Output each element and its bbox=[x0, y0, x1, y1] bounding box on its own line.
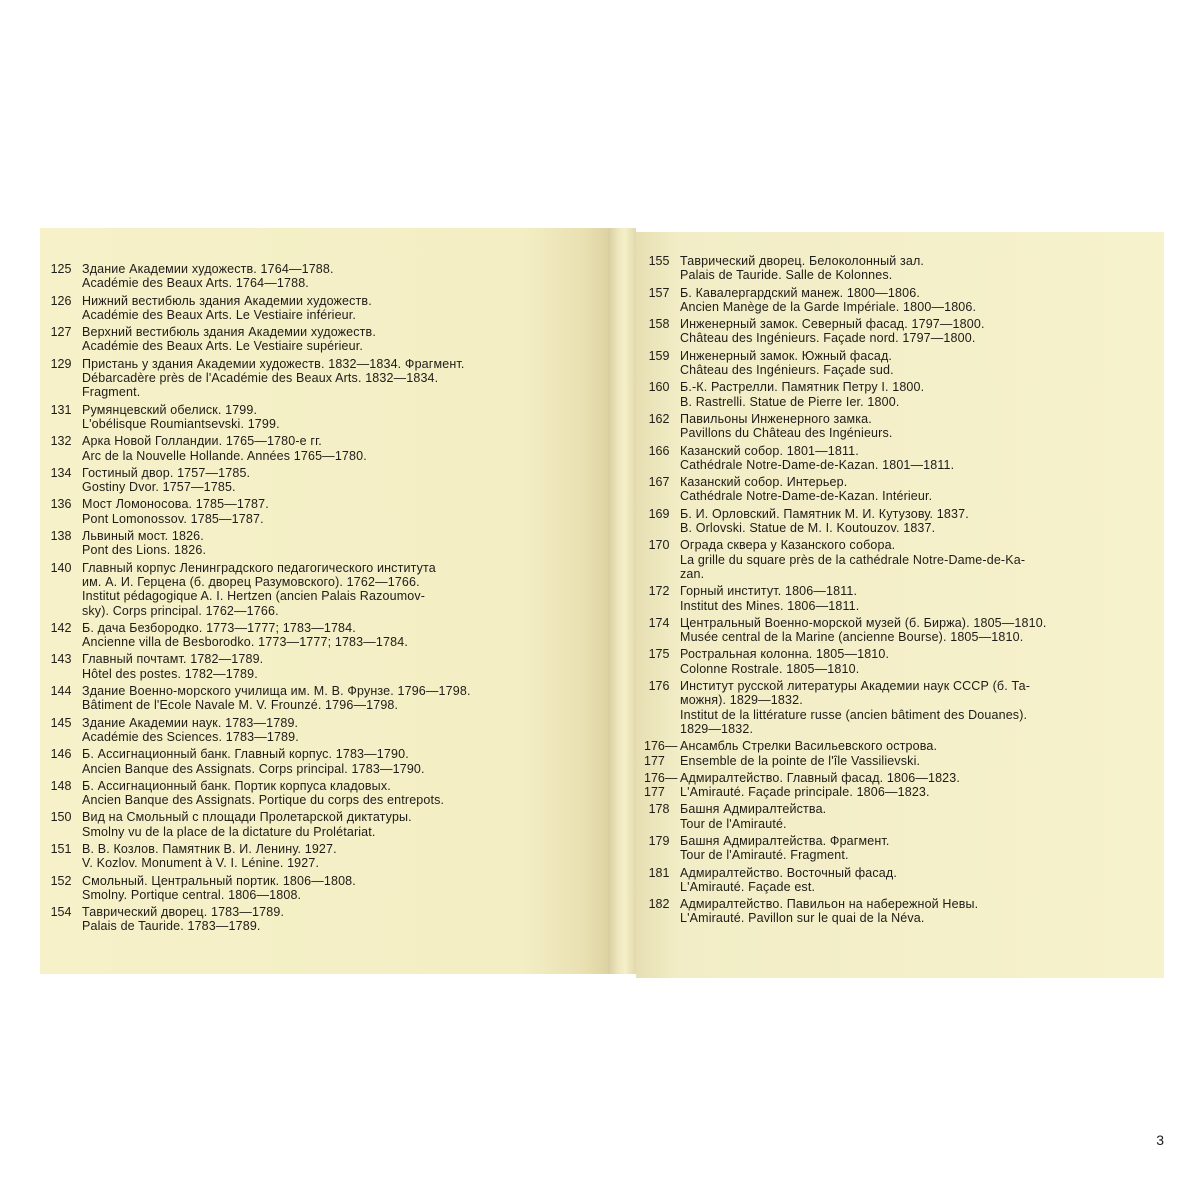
list-item bbox=[636, 647, 1164, 676]
entry-number: 181 bbox=[648, 865, 670, 880]
caption-line: Château des Ingénieurs. Façade nord. 1797—1800. bbox=[680, 331, 976, 346]
entry-caption bbox=[680, 286, 1164, 315]
list-item bbox=[40, 716, 608, 745]
entry-number: 154 bbox=[50, 905, 72, 920]
list-item bbox=[40, 403, 608, 432]
list-item bbox=[636, 834, 1164, 863]
entry-caption bbox=[680, 349, 1164, 378]
caption-line: B. Rastrelli. Statue de Pierre Ier. 1800. bbox=[680, 394, 900, 409]
entry-number: 162 bbox=[648, 411, 670, 426]
caption-line: Fragment. bbox=[82, 385, 141, 400]
caption-line: Адмиралтейство. Восточный фасад. bbox=[680, 865, 897, 880]
entry-caption bbox=[680, 739, 1164, 768]
entry-caption bbox=[680, 866, 1164, 895]
caption-line: Institut de la littérature russe (ancien bâtiment des Douanes). bbox=[680, 707, 1028, 722]
book-gutter bbox=[608, 228, 636, 974]
caption-line: Здание Академии наук. 1783—1789. bbox=[82, 715, 299, 730]
entry-number: 176 bbox=[648, 679, 670, 694]
caption-line: Казанский собор. 1801—1811. bbox=[680, 443, 859, 458]
list-item bbox=[636, 897, 1164, 926]
caption-line: Cathédrale Notre-Dame-de-Kazan. 1801—1811. bbox=[680, 457, 955, 472]
caption-line: Palais de Tauride. 1783—1789. bbox=[82, 919, 261, 934]
caption-line: Башня Адмиралтейства. bbox=[680, 802, 827, 817]
caption-line: Ensemble de la pointe de l'île Vassilievski. bbox=[680, 753, 921, 768]
caption-line: Château des Ingénieurs. Façade sud. bbox=[680, 363, 894, 378]
entry-number: 134 bbox=[50, 465, 72, 480]
entry-number: 159 bbox=[648, 348, 670, 363]
list-item bbox=[40, 466, 608, 495]
caption-line: Ancien Manège de la Garde Impériale. 1800—1806. bbox=[680, 299, 977, 314]
caption-line: Таврический дворец. Белоколонный зал. bbox=[680, 254, 925, 268]
entry-number: 174 bbox=[648, 615, 670, 630]
caption-line: Румянцевский обелиск. 1799. bbox=[82, 402, 258, 417]
entry-caption bbox=[82, 434, 608, 463]
caption-line: В. В. Козлов. Памятник В. И. Ленину. 1927. bbox=[82, 841, 337, 856]
list-item bbox=[636, 444, 1164, 473]
caption-line: Нижний вестибюль здания Академии художеств. bbox=[82, 293, 372, 308]
entry-caption bbox=[82, 684, 608, 713]
list-item bbox=[636, 616, 1164, 645]
caption-line: 1829—1832. bbox=[680, 721, 754, 736]
caption-line: Главный почтамт. 1782—1789. bbox=[82, 652, 264, 667]
caption-line: Вид на Смольный с площади Пролетарской диктатуры. bbox=[82, 810, 412, 825]
entry-number: 129 bbox=[50, 356, 72, 371]
caption-line: им. А. И. Герцена (б. дворец Разумовского). 1762—1766. bbox=[82, 574, 420, 589]
list-item bbox=[40, 874, 608, 903]
caption-line: Gostiny Dvor. 1757—1785. bbox=[82, 480, 236, 495]
entry-number: 146 bbox=[50, 747, 72, 762]
entry-number: 151 bbox=[50, 841, 72, 856]
caption-line: Pont Lomonossov. 1785—1787. bbox=[82, 511, 264, 526]
caption-line: L'Amirauté. Façade principale. 1806—1823. bbox=[680, 785, 930, 800]
entry-number: 142 bbox=[50, 620, 72, 635]
entry-caption bbox=[680, 802, 1164, 831]
caption-line: Ancien Banque des Assignats. Corps principal. 1783—1790. bbox=[82, 761, 425, 776]
caption-line: Пристань у здания Академии художеств. 1832—1834. Фрагмент. bbox=[82, 356, 465, 371]
entry-caption bbox=[82, 874, 608, 903]
entry-caption bbox=[82, 842, 608, 871]
entry-caption bbox=[82, 325, 608, 354]
caption-line: Здание Академии художеств. 1764—1788. bbox=[82, 262, 334, 276]
caption-line: Arc de la Nouvelle Hollande. Années 1765—1780. bbox=[82, 448, 367, 463]
list-item bbox=[40, 747, 608, 776]
entry-caption bbox=[82, 716, 608, 745]
caption-line: L'obélisque Roumiantsevski. 1799. bbox=[82, 416, 280, 431]
caption-line: Institut pédagogique A. I. Hertzen (ancien Palais Razoumov- bbox=[82, 589, 426, 604]
entry-caption bbox=[680, 647, 1164, 676]
entry-caption bbox=[680, 412, 1164, 441]
entry-number: 131 bbox=[50, 402, 72, 417]
caption-line: Cathédrale Notre-Dame-de-Kazan. Intérieur. bbox=[680, 489, 933, 504]
list-item bbox=[40, 529, 608, 558]
list-item bbox=[40, 684, 608, 713]
entry-number: 158 bbox=[648, 317, 670, 332]
entry-number: 152 bbox=[50, 873, 72, 888]
entry-caption bbox=[680, 679, 1164, 736]
caption-line: Musée central de la Marine (ancienne Bourse). 1805—1810. bbox=[680, 630, 1024, 645]
entry-caption bbox=[82, 294, 608, 323]
right-entries-list bbox=[636, 254, 1164, 926]
caption-line: Б. дача Безбородко. 1773—1777; 1783—1784. bbox=[82, 620, 356, 635]
entry-caption bbox=[680, 254, 1164, 283]
caption-line: L'Amirauté. Pavillon sur le quai de la Néva. bbox=[680, 911, 925, 926]
entry-number: 132 bbox=[50, 434, 72, 449]
caption-line: Institut des Mines. 1806—1811. bbox=[680, 598, 860, 613]
entry-number: 145 bbox=[50, 715, 72, 730]
entry-number: 144 bbox=[50, 684, 72, 699]
entry-number: 160 bbox=[648, 380, 670, 395]
entry-number: 140 bbox=[50, 560, 72, 575]
entry-caption bbox=[82, 747, 608, 776]
entry-caption bbox=[680, 444, 1164, 473]
caption-line: Смольный. Центральный портик. 1806—1808. bbox=[82, 873, 356, 888]
list-item bbox=[636, 802, 1164, 831]
caption-line: Smolny vu de la place de la dictature du Prolétariat. bbox=[82, 824, 376, 839]
entry-number: 179 bbox=[648, 833, 670, 848]
list-item bbox=[40, 497, 608, 526]
entry-caption bbox=[82, 561, 608, 618]
list-item bbox=[636, 771, 1164, 800]
caption-line: Ансамбль Стрелки Васильевского острова. bbox=[680, 739, 938, 754]
entry-number: 136 bbox=[50, 497, 72, 512]
caption-line: Tour de l'Amirauté. bbox=[680, 816, 787, 831]
list-item bbox=[40, 905, 608, 934]
entry-caption bbox=[680, 538, 1164, 581]
caption-line: La grille du square près de la cathédrale Notre-Dame-de-Ka- bbox=[680, 552, 1026, 567]
caption-line: Б. И. Орловский. Памятник М. И. Кутузову. 1837. bbox=[680, 506, 969, 521]
list-item bbox=[636, 739, 1164, 768]
caption-line: Pont des Lions. 1826. bbox=[82, 543, 207, 558]
entry-number: 138 bbox=[50, 529, 72, 544]
entry-number: 126 bbox=[50, 293, 72, 308]
left-entries-list bbox=[40, 262, 608, 934]
caption-line: Ограда сквера у Казанского собора. bbox=[680, 538, 896, 553]
caption-line: можня). 1829—1832. bbox=[680, 693, 803, 708]
entry-caption bbox=[82, 621, 608, 650]
entry-caption bbox=[680, 616, 1164, 645]
list-item bbox=[40, 262, 608, 291]
list-item bbox=[40, 325, 608, 354]
caption-line: Б. Ассигнационный банк. Портик корпуса кладовых. bbox=[82, 778, 391, 793]
caption-line: sky). Corps principal. 1762—1766. bbox=[82, 603, 279, 618]
entry-caption bbox=[680, 897, 1164, 926]
entry-caption bbox=[680, 771, 1164, 800]
list-item bbox=[636, 349, 1164, 378]
entry-number: 182 bbox=[648, 897, 670, 912]
list-item bbox=[40, 357, 608, 400]
entry-number: 148 bbox=[50, 778, 72, 793]
entry-number: 172 bbox=[648, 584, 670, 599]
entry-number: 127 bbox=[50, 325, 72, 340]
list-item bbox=[636, 475, 1164, 504]
entry-number: 125 bbox=[50, 262, 72, 276]
entry-caption bbox=[680, 475, 1164, 504]
entry-caption bbox=[680, 507, 1164, 536]
caption-line: Центральный Военно-морской музей (б. Биржа). 1805—1810. bbox=[680, 615, 1047, 630]
caption-line: Адмиралтейство. Павильон на набережной Невы. bbox=[680, 897, 979, 912]
caption-line: zan. bbox=[680, 566, 705, 581]
caption-line: Débarcadère près de l'Académie des Beaux Arts. 1832—1834. bbox=[82, 371, 439, 386]
entry-caption bbox=[680, 584, 1164, 613]
list-item bbox=[636, 679, 1164, 736]
entry-caption bbox=[82, 810, 608, 839]
list-item bbox=[40, 779, 608, 808]
page-number: 3 bbox=[1156, 1132, 1164, 1148]
entry-number: 169 bbox=[648, 506, 670, 521]
entry-caption bbox=[82, 262, 608, 291]
entry-caption bbox=[82, 466, 608, 495]
list-item bbox=[40, 561, 608, 618]
entry-caption bbox=[82, 905, 608, 934]
caption-line: Мост Ломоносова. 1785—1787. bbox=[82, 497, 269, 512]
caption-line: Здание Военно-морского училища им. М. В. Фрунзе. 1796—1798. bbox=[82, 684, 471, 699]
entry-caption bbox=[82, 779, 608, 808]
list-item bbox=[40, 621, 608, 650]
caption-line: Инженерный замок. Северный фасад. 1797—1800. bbox=[680, 317, 985, 332]
list-item bbox=[40, 294, 608, 323]
list-item bbox=[636, 286, 1164, 315]
caption-line: Львиный мост. 1826. bbox=[82, 529, 204, 544]
entry-caption bbox=[82, 497, 608, 526]
list-item bbox=[636, 412, 1164, 441]
caption-line: Académie des Beaux Arts. Le Vestiaire supérieur. bbox=[82, 339, 363, 354]
list-item bbox=[40, 842, 608, 871]
entry-number: 175 bbox=[648, 647, 670, 662]
caption-line: Académie des Sciences. 1783—1789. bbox=[82, 729, 299, 744]
caption-line: Ancien Banque des Assignats. Portique du corps des entrepots. bbox=[82, 793, 445, 808]
caption-line: Главный корпус Ленинградского педагогического института bbox=[82, 560, 436, 575]
caption-line: L'Amirauté. Façade est. bbox=[680, 879, 816, 894]
caption-line: Ancienne villa de Besborodko. 1773—1777; 1783—1784. bbox=[82, 635, 408, 650]
caption-line: Павильоны Инженерного замка. bbox=[680, 411, 872, 426]
caption-line: Адмиралтейство. Главный фасад. 1806—1823. bbox=[680, 770, 961, 785]
list-item bbox=[636, 866, 1164, 895]
caption-line: Б.-К. Растрелли. Памятник Петру I. 1800. bbox=[680, 380, 925, 395]
entry-number: 157 bbox=[648, 285, 670, 300]
caption-line: Башня Адмиралтейства. Фрагмент. bbox=[680, 833, 890, 848]
entry-number: 178 bbox=[648, 802, 670, 817]
caption-line: Таврический дворец. 1783—1789. bbox=[82, 905, 285, 920]
caption-line: Tour de l'Amirauté. Fragment. bbox=[680, 848, 849, 863]
left-page bbox=[40, 228, 608, 974]
entry-caption bbox=[680, 834, 1164, 863]
caption-line: Казанский собор. Интерьер. bbox=[680, 475, 848, 490]
list-item bbox=[636, 507, 1164, 536]
entry-caption bbox=[680, 317, 1164, 346]
caption-line: Bâtiment de l'Ecole Navale M. V. Frounzé. 1796—1798. bbox=[82, 698, 399, 713]
book-spread bbox=[40, 228, 1164, 1148]
entry-caption bbox=[82, 652, 608, 681]
entry-number: 176—177 bbox=[644, 770, 678, 800]
caption-line: V. Kozlov. Monument à V. I. Lénine. 1927. bbox=[82, 856, 320, 871]
entry-number: 176—177 bbox=[644, 739, 678, 768]
list-item bbox=[636, 254, 1164, 283]
caption-line: Б. Ассигнационный банк. Главный корпус. 1783—1790. bbox=[82, 747, 409, 762]
caption-line: B. Orlovski. Statue de M. I. Koutouzov. 1837. bbox=[680, 521, 936, 536]
caption-line: Hôtel des postes. 1782—1789. bbox=[82, 666, 258, 681]
entry-number: 155 bbox=[648, 254, 670, 268]
caption-line: Инженерный замок. Южный фасад. bbox=[680, 348, 893, 363]
caption-line: Colonne Rostrale. 1805—1810. bbox=[680, 661, 860, 676]
caption-line: Pavillons du Château des Ingénieurs. bbox=[680, 426, 893, 441]
list-item bbox=[636, 317, 1164, 346]
entry-caption bbox=[82, 357, 608, 400]
entry-number: 143 bbox=[50, 652, 72, 667]
list-item bbox=[636, 584, 1164, 613]
caption-line: Académie des Beaux Arts. Le Vestiaire inférieur. bbox=[82, 307, 357, 322]
caption-line: Palais de Tauride. Salle de Kolonnes. bbox=[680, 268, 893, 283]
right-page bbox=[636, 232, 1164, 1148]
list-item bbox=[40, 434, 608, 463]
entry-caption bbox=[82, 529, 608, 558]
entry-number: 170 bbox=[648, 538, 670, 553]
entry-caption bbox=[82, 403, 608, 432]
entry-caption bbox=[680, 380, 1164, 409]
list-item bbox=[636, 538, 1164, 581]
caption-line: Верхний вестибюль здания Академии художеств. bbox=[82, 325, 376, 340]
list-item bbox=[636, 380, 1164, 409]
caption-line: Б. Кавалергардский манеж. 1800—1806. bbox=[680, 285, 920, 300]
entry-number: 166 bbox=[648, 443, 670, 458]
list-item bbox=[40, 652, 608, 681]
caption-line: Институт русской литературы Академии наук СССР (б. Та- bbox=[680, 679, 1031, 694]
entry-number: 150 bbox=[50, 810, 72, 825]
caption-line: Académie des Beaux Arts. 1764—1788. bbox=[82, 276, 309, 291]
list-item bbox=[40, 810, 608, 839]
caption-line: Арка Новой Голландии. 1765—1780-е гг. bbox=[82, 434, 322, 449]
caption-line: Ростральная колонна. 1805—1810. bbox=[680, 647, 890, 662]
caption-line: Smolny. Portique central. 1806—1808. bbox=[82, 887, 302, 902]
caption-line: Горный институт. 1806—1811. bbox=[680, 584, 858, 599]
caption-line: Гостиный двор. 1757—1785. bbox=[82, 465, 251, 480]
entry-number: 167 bbox=[648, 475, 670, 490]
